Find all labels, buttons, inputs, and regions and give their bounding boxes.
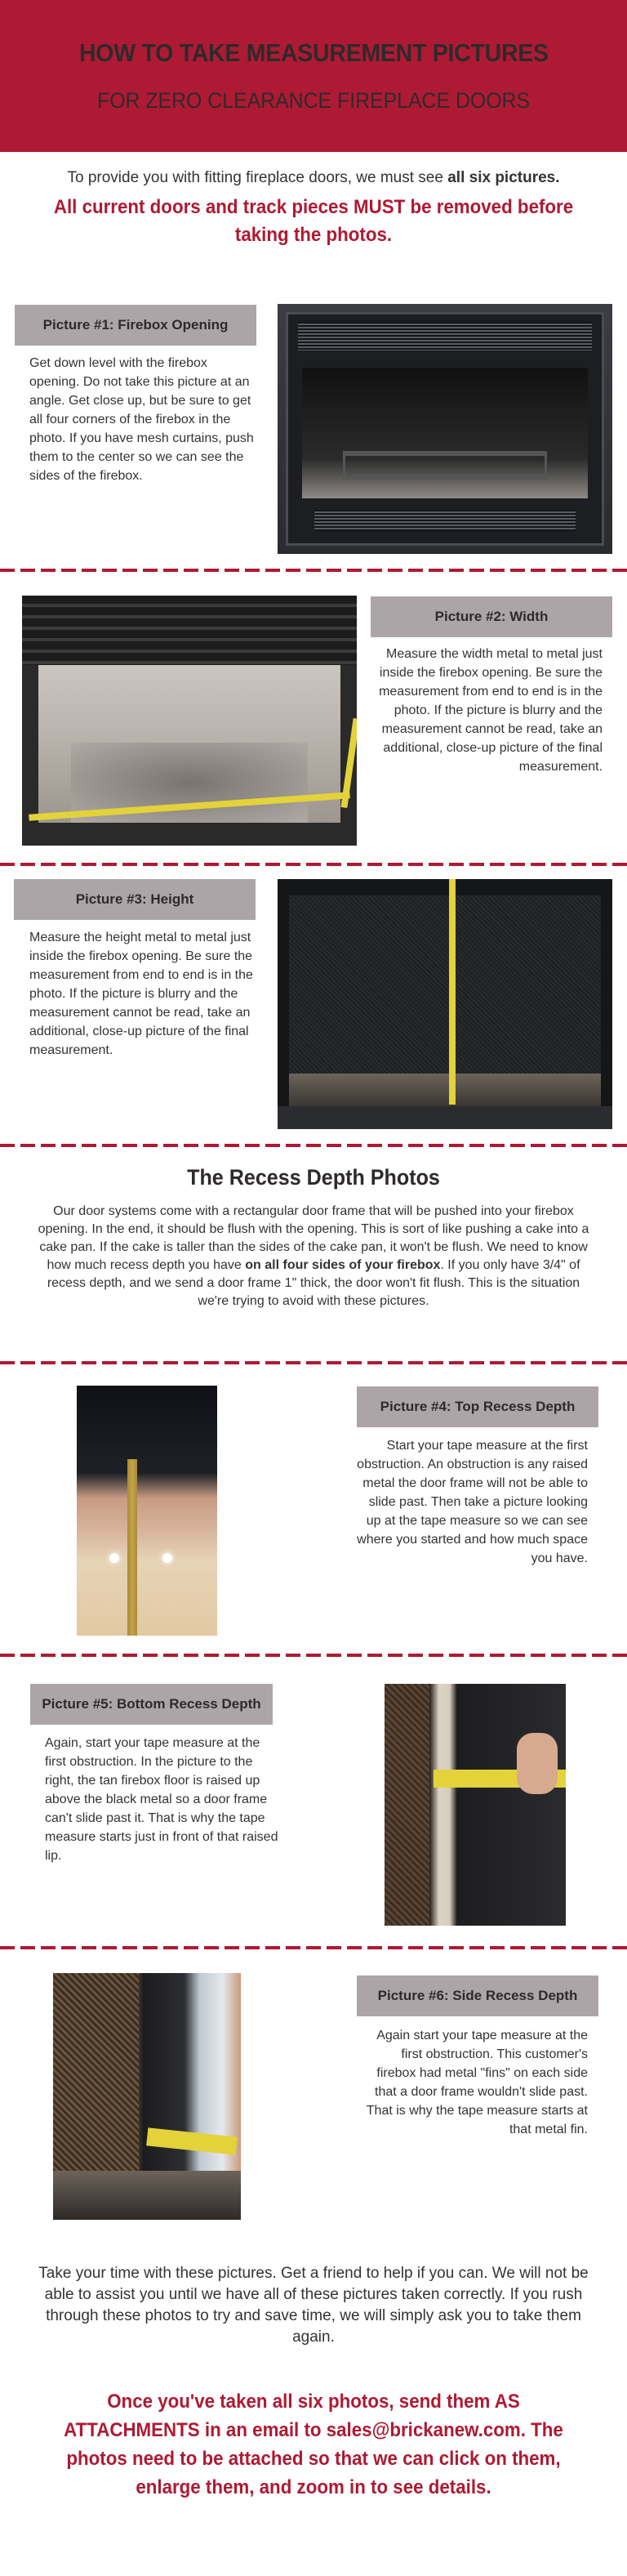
picture-5-section xyxy=(0,1657,627,1946)
mesh-screen xyxy=(385,1684,429,1926)
intro-lead-text: To provide you with fitting fireplace doors, we must see xyxy=(67,169,448,186)
firebox-floor xyxy=(53,2171,241,2220)
picture-4-text: Start your tape measure at the first obstruction. An obstruction is any raised metal the door frame will not be able to slide past. Then take a picture looking up at the tape measure so we can see where you started and how much space you have. xyxy=(357,1439,588,1565)
height-measurement-photo xyxy=(278,879,612,1129)
fireplace-base xyxy=(278,1106,612,1129)
ceiling-light xyxy=(109,1553,119,1563)
page-header xyxy=(0,0,627,152)
picture-3-text: Measure the height metal to metal just inside the firebox opening. Be sure the measurement from end to end is in the photo. If the picture is blurry and the measurement cannot be read, take an additional, close-up picture of the final measurement. xyxy=(29,931,253,1057)
intro-lead-bold: all six pictures. xyxy=(447,169,560,186)
picture-6-text: Again start your tape measure at the first obstruction. This customer's firebox had metal "fins" on each side that a door frame wouldn't slide past. That is why the tape measure starts at that metal fin. xyxy=(366,2029,588,2136)
width-measurement-photo xyxy=(22,596,357,846)
closing-section xyxy=(0,2243,627,2562)
picture-1-section xyxy=(0,291,627,569)
intro-lead xyxy=(33,167,594,189)
firebox-floor xyxy=(289,1074,601,1106)
picture-4-section xyxy=(0,1364,627,1654)
recess-text-bold: on all four sides of your firebox xyxy=(245,1258,441,1272)
log-grate xyxy=(343,451,547,480)
side-recess-photo xyxy=(53,1973,241,2220)
top-recess-photo xyxy=(77,1386,217,1636)
picture-5-label: Picture #5: Bottom Recess Depth xyxy=(30,1684,273,1725)
page-title: HOW TO TAKE MEASUREMENT PICTURES xyxy=(78,38,549,67)
recess-depth-section xyxy=(0,1147,627,1361)
top-vent xyxy=(298,322,592,350)
picture-2-section xyxy=(0,572,627,863)
picture-2-text: Measure the width metal to metal just inside the firebox opening. Be sure the measurement from end to end is in the photo. If the picture is blurry and the measurement cannot be read, take an additional, close-up picture of the final measurement. xyxy=(379,647,603,774)
tape-measure xyxy=(127,1459,137,1636)
bottom-recess-photo xyxy=(385,1684,566,1926)
page-subtitle: FOR ZERO CLEARANCE FIREPLACE DOORS xyxy=(96,88,531,113)
picture-1-label: Picture #1: Firebox Opening xyxy=(15,305,256,346)
recess-depth-text xyxy=(33,1203,594,1310)
top-louvers xyxy=(22,596,357,665)
hand xyxy=(517,1733,558,1794)
picture-2-label: Picture #2: Width xyxy=(371,596,612,637)
picture-3-section xyxy=(0,866,627,1144)
picture-3-label: Picture #3: Height xyxy=(14,879,256,920)
tape-measure xyxy=(146,2127,238,2154)
recess-text-prefix: Our door systems come with a rectangular door frame that will be pushed into your firebox opening. In the end, it should be flush with the opening. This is sort of like pushing a cake into a cake pan. If the cake is taller than the sides of the cake pan, it won't be flush. We need to know how much recess depth you have xyxy=(38,1204,589,1272)
intro-section xyxy=(0,152,627,291)
picture-1-text: Get down level with the firebox opening. Do not take this picture at an angle. Get close up, but be sure to get all four corners of the firebox in the photo. If you have mesh curtains, push them to the center so we can see the sides of the firebox. xyxy=(29,356,254,483)
picture-6-section xyxy=(0,1949,627,2243)
mesh-screen xyxy=(289,895,601,1096)
firebox-opening-photo xyxy=(278,304,612,554)
ceiling-light xyxy=(162,1553,172,1563)
recess-text-suffix: . If you only have 3/4" of recess depth, and we send a door frame 1" thick, the door won't fit flush. This is the situation we're trying to avoid with these pictures. xyxy=(47,1258,580,1308)
picture-5-text: Again, start your tape measure at the first obstruction. In the picture to the right, the tan firebox floor is raised up above the black metal so a door frame can't slide past it. That is why the tape measure starts just in front of that raised lip. xyxy=(45,1736,278,1863)
removal-warning: All current doors and track pieces MUST be removed before taking the photos. xyxy=(53,196,574,246)
picture-6-label: Picture #6: Side Recess Depth xyxy=(357,1976,598,2016)
tape-measure-end xyxy=(340,718,357,808)
recess-depth-title: The Recess Depth Photos xyxy=(187,1165,440,1190)
bottom-vent xyxy=(314,510,576,531)
tape-measure xyxy=(449,879,456,1105)
closing-note: Take your time with these pictures. Get a friend to help if you can. We will not be able to assist you until we have all of these pictures taken correctly. If you rush through these photos to try and save time, we will simply ask you to take them again. xyxy=(38,2265,589,2346)
picture-4-label: Picture #4: Top Recess Depth xyxy=(357,1386,598,1427)
email-instructions: Once you've taken all six photos, send them AS ATTACHMENTS in an email to sales@brickanew.com. The photos need to be attached so that we can click on them, enlarge them, and zoom in to see details. xyxy=(64,2391,563,2498)
